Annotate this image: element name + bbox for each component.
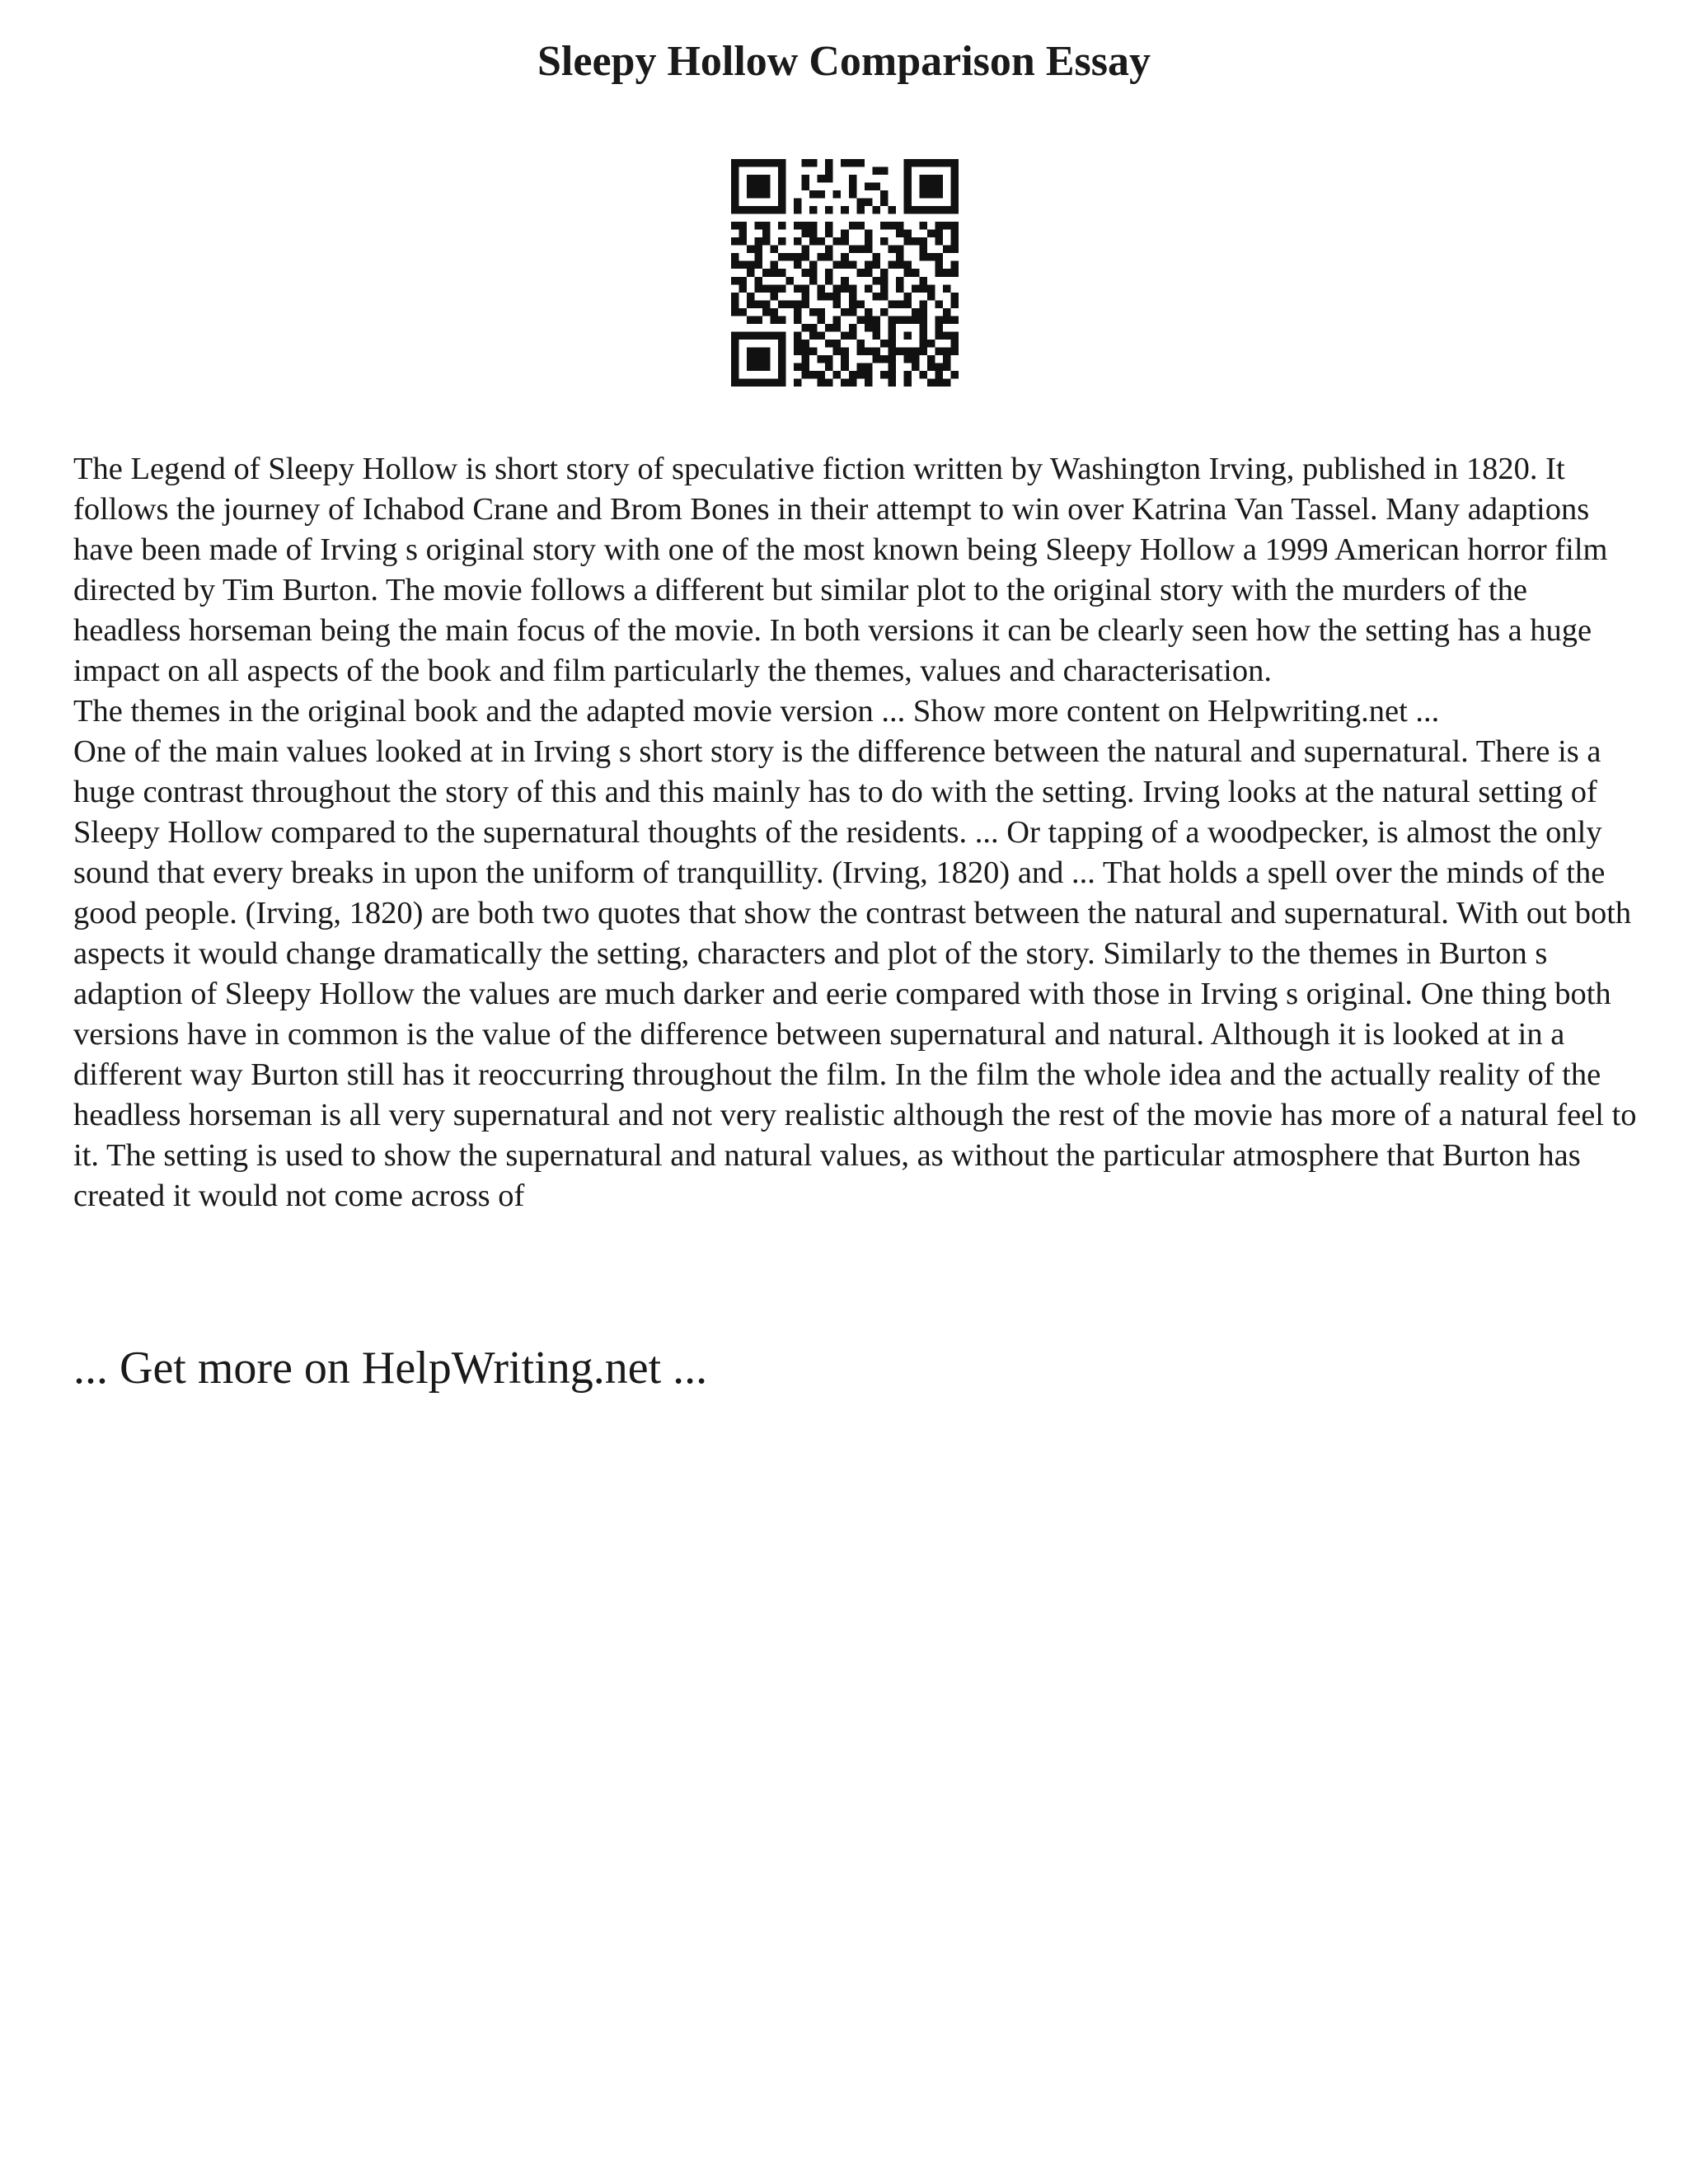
paragraph: The themes in the original book and the adapted movie version ... Show more content on Helpwriting.net ...: [73, 694, 1440, 729]
paragraph: One of the main values looked at in Irving s short story is the difference between the natural and supernatural. There is a huge contrast throughout the story of this and this mainly has to do with the setting. Irving looks at the natural setting of Sleepy Hollow compared to the supernatural thoughts of the residents. ... Or tapping of a woodpecker, is almost the only sound that every breaks in upon the uniform of tranquillity. (Irving, 1820) and ... That holds a spell over the minds of the good people. (Irving, 1820) are both two quotes that show the contrast between the natural and supernatural. With out both aspects it would change dramatically the setting, characters and plot of the story. Similarly to the themes in Burton s adaption of Sleepy Hollow the values are much darker and eerie compared with those in Irving s original. One thing both versions have in common is the value of the difference between supernatural and natural. Although it is looked at in a different way Burton still has it reoccurring throughout the film. In the film the whole idea and the actually reality of the headless horseman is all very supernatural and not very realistic although the rest of the movie has more of a natural feel to it. The setting is used to show the supernatural and natural values, as without the particular atmosphere that Burton has created it would not come across of: [73, 734, 1637, 1213]
page-title: Sleepy Hollow Comparison Essay: [537, 38, 1151, 85]
paragraph: The Legend of Sleepy Hollow is short story of speculative fiction written by Washington Irving, published in 1820. It follows the journey of Ichabod Crane and Brom Bones in their attempt to win over Katrina Van Tassel. Many adaptions have been made of Irving s original story with one of the most known being Sleepy Hollow a 1999 American horror film directed by Tim Burton. The movie follows a different but similar plot to the original story with the murders of the headless horseman being the main focus of the movie. In both versions it can be clearly seen how the setting has a huge impact on all aspects of the book and film particularly the themes, values and characterisation.: [73, 452, 1608, 688]
get-more-link[interactable]: ... Get more on HelpWriting.net ...: [73, 1343, 708, 1394]
qr-code-icon[interactable]: [731, 159, 959, 387]
essay-body: [73, 449, 1639, 1216]
